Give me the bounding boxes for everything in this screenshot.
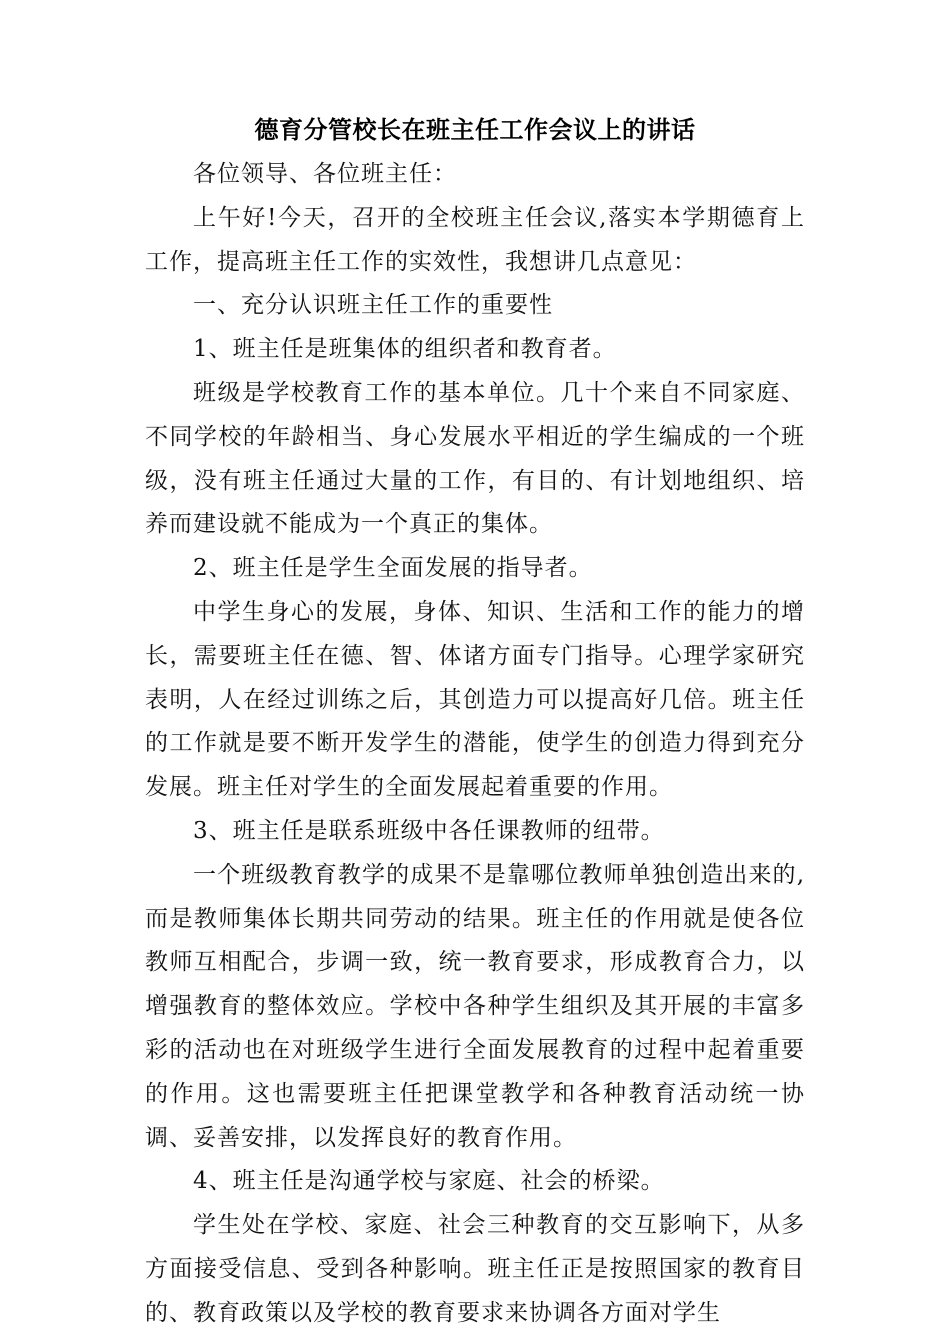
point-heading-1: 1、班主任是班集体的组织者和教育者。 [193,336,617,363]
salutation: 各位领导、各位班主任： [193,161,457,187]
section-heading-1: 一、充分认识班主任工作的重要性 [193,292,553,319]
paragraph: 一个班级教育教学的成果不是靠哪位教师单独创造出来的,而是教师集体长期共同劳动的结果。班主任的作用就是使各位教师互相配合，步调一致，统一教育要求，形成教育合力，以增强教育的整体效应。学校中各种学生组织及其开展的丰富多彩的活动也在对班级学生进行全面发展教育的过程中起着重要的作用。这也需要班主任把课堂教学和各种教育活动统一协调、妥善安排，以发挥良好的教育作用。 [145,861,805,1151]
point-heading-3: 3、班主任是联系班级中各任课教师的纽带。 [193,817,665,844]
paragraph: 学生处在学校、家庭、社会三种教育的交互影响下，从多方面接受信息、受到各种影响。班主任正是按照国家的教育目的、教育政策以及学校的教育要求来协调各方面对学生 [145,1212,805,1326]
point-heading-2: 2、班主任是学生全面发展的指导者。 [193,555,593,582]
document-body [145,153,805,1336]
paragraph-opening: 上午好!今天，召开的全校班主任会议,落实本学期德育上工作，提高班主任工作的实效性，我想讲几点意见： [145,204,805,275]
document-title: 德育分管校长在班主任工作会议上的讲话 [254,115,696,144]
point-heading-4: 4、班主任是沟通学校与家庭、社会的桥梁。 [193,1168,665,1195]
paragraph: 中学生身心的发展，身体、知识、生活和工作的能力的增长，需要班主任在德、智、体诸方面专门指导。心理学家研究表明，人在经过训练之后，其创造力可以提高好几倍。班主任的工作就是要不断开发学生的潜能，使学生的创造力得到充分发展。班主任对学生的全面发展起着重要的作用。 [145,598,805,801]
paragraph: 班级是学校教育工作的基本单位。几十个来自不同家庭、不同学校的年龄相当、身心发展水平相近的学生编成的一个班级，没有班主任通过大量的工作，有目的、有计划地组织、培养而建设就不能成为一个真正的集体。 [145,379,805,538]
